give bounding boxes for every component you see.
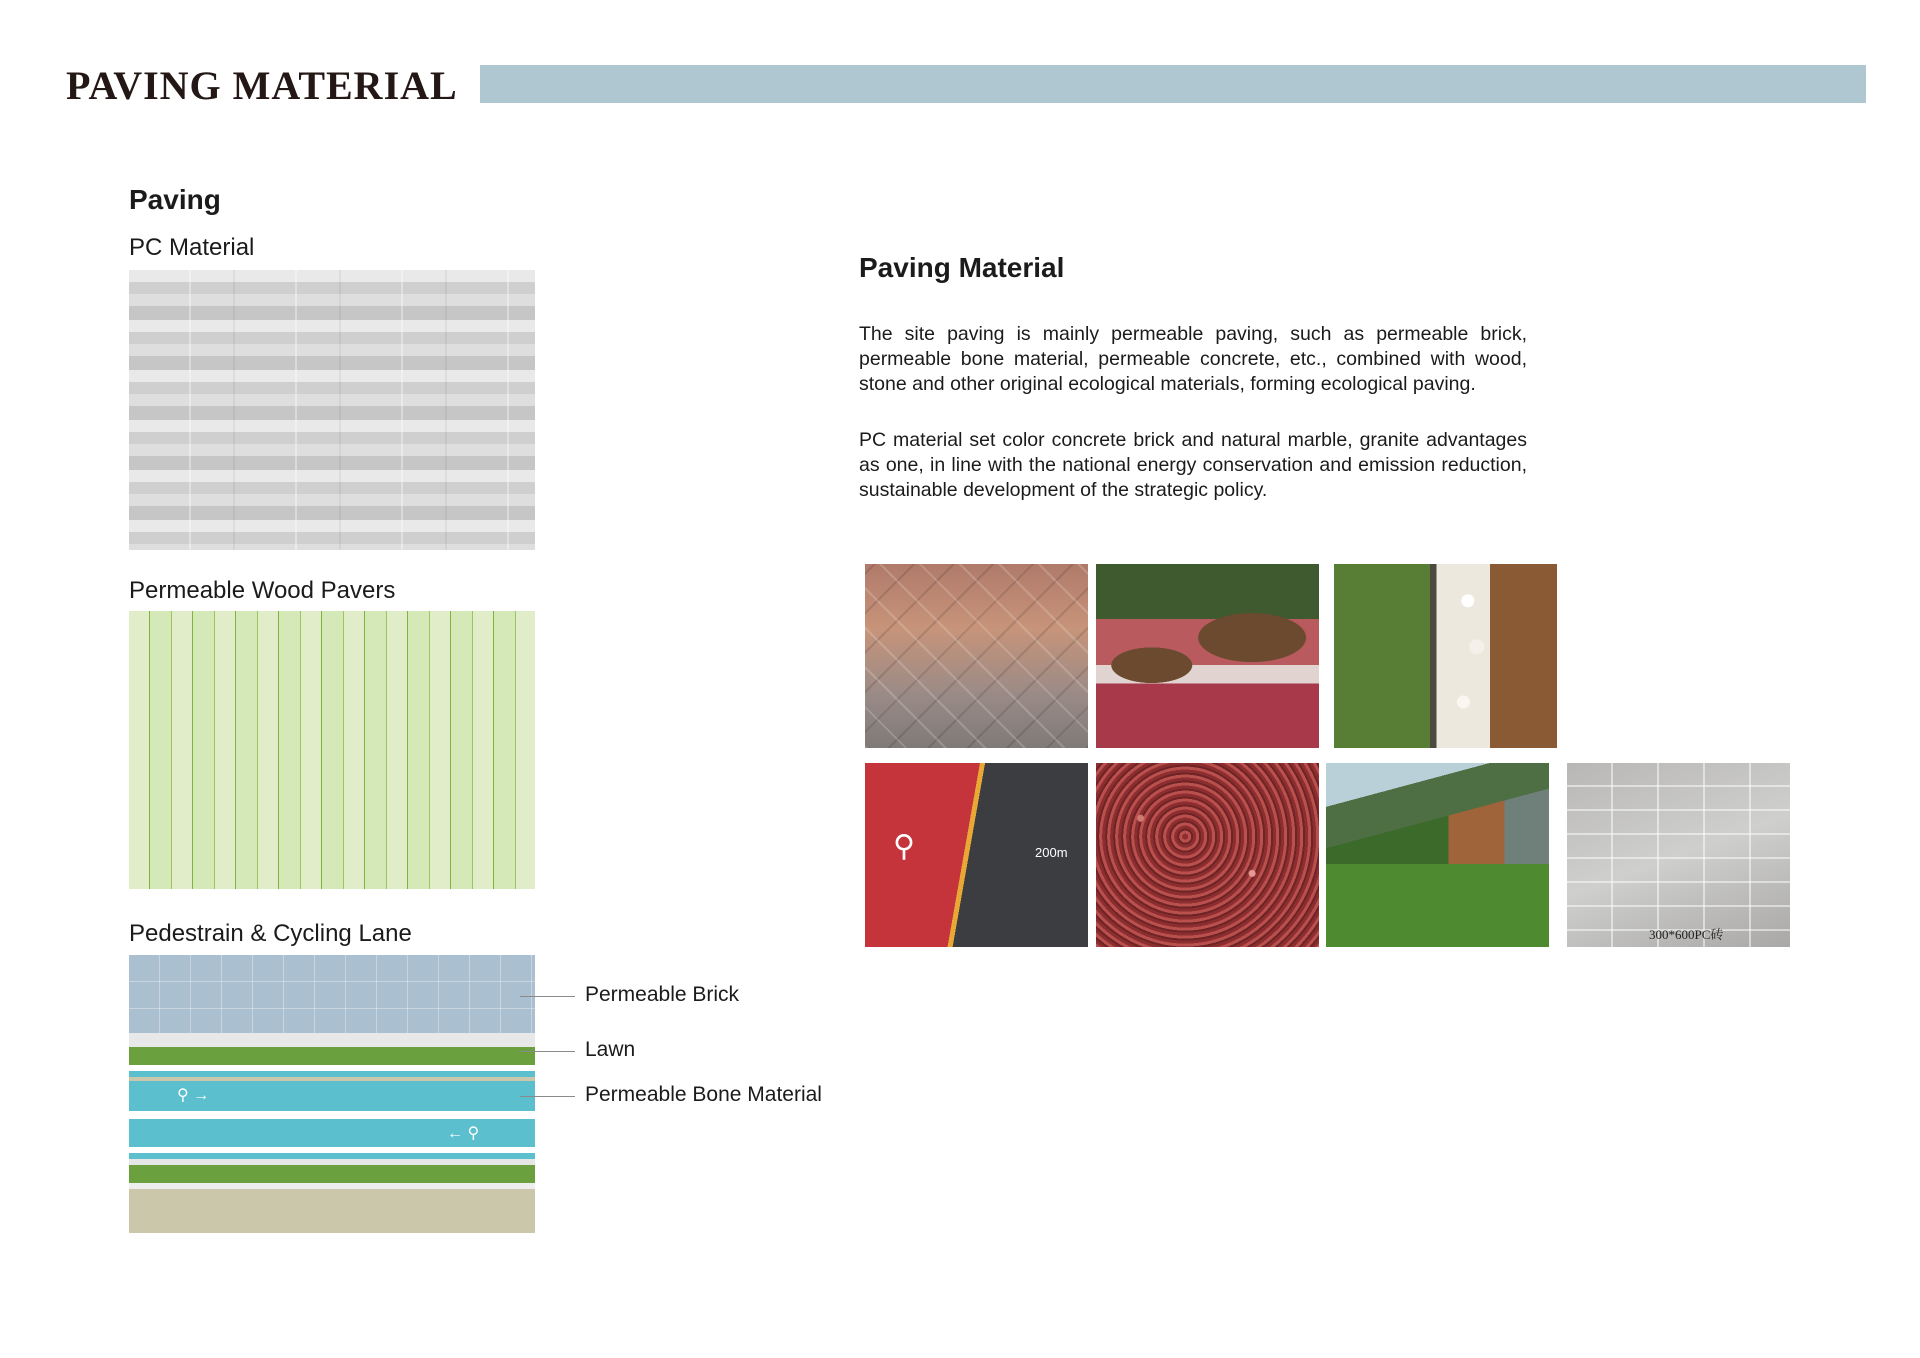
section-heading-paving-material: Paving Material [859,252,1065,283]
pc-material-label: PC Material [129,234,255,261]
photo-cycling-lane [865,763,1088,947]
callout-lawn: Lawn [585,1038,636,1061]
photo-herringbone-brick [865,564,1088,748]
pc-material-swatch [129,270,535,550]
lawn-band-top [129,1047,535,1065]
curb-strip [129,1033,535,1047]
callout-leader [520,1096,575,1097]
bike-lane-east [129,1081,535,1111]
bicycle-west-icon: ← ⚲ [447,1125,480,1142]
bike-lane-west [129,1119,535,1147]
description-paragraph-1: The site paving is mainly permeable paving, such as permeable brick, permeable bone material, permeable concrete, etc., combined with wood, stone and other original ecological materials, forming ecological paving. [859,323,1527,395]
photo-wooden-boardwalk [1326,763,1549,947]
lane-section-diagram [129,955,535,1233]
callout-permeable-brick: Permeable Brick [585,983,740,1006]
bicycle-east-icon: ⚲ → [177,1087,210,1104]
photo-pc-brick-paving [1567,763,1790,947]
callout-permeable-bone: Permeable Bone Material [585,1083,822,1106]
section-heading-paving: Paving [129,184,221,215]
lane-edge [129,1071,535,1077]
callout-leader [520,1051,575,1052]
bicycle-marking-icon: ⚲ [893,830,915,863]
distance-marking: 200m [1035,845,1068,860]
page-title: PAVING MATERIAL [66,63,458,108]
photo-caption: 300*600PC砖 [1649,927,1724,942]
description-paragraph-2: PC material set color concrete brick and natural marble, granite advantages as one, in line with the national energy conservation and emission reduction, sustainable development of the strategic policy. [859,429,1527,501]
photo-lawn-pebbles-wood [1334,564,1557,748]
photo-bone-material-texture [1096,763,1319,947]
title-accent-band [480,65,1866,103]
photo-colored-permeable-paving [1096,564,1319,748]
lane-label: Pedestrain & Cycling Lane [129,920,412,947]
sand-band [129,1189,535,1233]
wood-pavers-label: Permeable Wood Pavers [129,577,396,604]
callout-leader [520,996,575,997]
lane-divider [129,1111,535,1119]
lawn-band-bottom [129,1165,535,1183]
wood-pavers-swatch [129,611,535,889]
permeable-brick-band [129,955,535,1033]
